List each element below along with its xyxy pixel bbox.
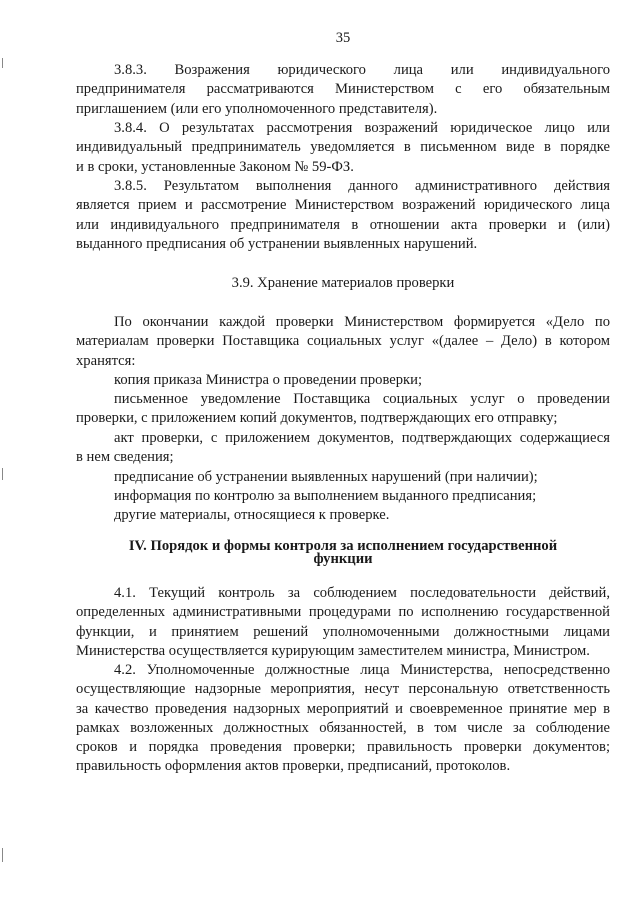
scan-edge-mark-bottom (2, 848, 3, 862)
paragraph-line: проверки, с приложением копий документов, подтверждающих его отправку; (76, 410, 558, 427)
paragraph-line: правильность оформления актов проверки, предписаний, протоколов. (76, 758, 511, 775)
paragraph-4-1 (76, 584, 610, 661)
paragraph-line: осуществляющие надзорные мероприятия, несут персональную ответственность (76, 681, 610, 698)
paragraph-line: 3.8.3. Возражения юридического лица или индивидуального (114, 62, 610, 78)
paragraph-line: и в сроки, установленные Законом № 59-ФЗ. (76, 158, 354, 175)
list-item (76, 390, 610, 429)
paragraph-line: 4.1. Текущий контроль за соблюдением последовательности действий, (114, 585, 610, 601)
list-item: информация по контролю за выполнением выданного предписания; (114, 488, 537, 504)
paragraph-3-8-5 (76, 177, 610, 254)
paragraph-line: сроков и порядка проведения проверки; правильность проверки документов; (76, 739, 610, 756)
paragraph-line: материалам проверки Поставщика социальных услуг «(далее – Дело) в котором (76, 333, 610, 350)
paragraph-line: индивидуальный предприниматель уведомляется в письменном виде в порядке (76, 139, 610, 156)
paragraph-3-9-intro (76, 313, 610, 371)
paragraph-line: 3.8.4. О результатах рассмотрения возражений юридическое лицо или (114, 120, 610, 136)
scan-edge-mark-top (2, 58, 3, 68)
paragraph-line: 4.2. Уполномоченные должностные лица Министерства, непосредственно (114, 662, 610, 678)
paragraph-line: приглашением (или его уполномоченного представителя). (76, 100, 438, 117)
paragraph-line: функции, и принятием решений уполномоченными должностными лицами (76, 623, 610, 640)
paragraph-line: предпринимателя рассматриваются Министерством с его обязательным (76, 81, 610, 98)
paragraph-line: за качество проведения надзорных мероприятий и своевременное принятие мер в (76, 700, 610, 717)
section-iv-heading-line-1: IV. Порядок и формы контроля за исполнением государственной (128, 538, 558, 554)
list-item (76, 429, 610, 468)
page-number: 35 (335, 30, 351, 46)
scan-edge-mark-middle (2, 468, 3, 480)
paragraph-line: По окончании каждой проверки Министерством формируется «Дело по (114, 314, 610, 330)
list-item: предписание об устранении выявленных нарушений (при наличии); (114, 469, 538, 485)
paragraph-line: или индивидуального предпринимателя в отношении акта проверки и (или) (76, 216, 610, 233)
paragraph-line: выданного предписания об устранении выявленных нарушений. (76, 235, 478, 252)
paragraph-line: определенных административными процедурами по исполнению государственной (76, 604, 610, 621)
list-item: другие материалы, относящиеся к проверке. (114, 507, 390, 523)
paragraph-line: в нем сведения; (76, 449, 174, 466)
list-item: копия приказа Министра о проведении проверки; (114, 372, 423, 388)
paragraph-line: хранятся: (76, 352, 136, 369)
paragraph-4-2 (76, 661, 610, 777)
paragraph-line: Министерства осуществляется курирующим заместителем министра, Министром. (76, 642, 590, 659)
paragraph-line: является прием и рассмотрение Министерством возражений юридического лица (76, 197, 610, 214)
paragraph-line: акт проверки, с приложением документов, подтверждающих содержащиеся (114, 430, 610, 446)
paragraph-line: рамках возложенных должностных обязанностей, в том числе за соблюдение (76, 719, 610, 736)
section-3-9-heading: 3.9. Хранение материалов проверки (231, 275, 455, 291)
paragraph-line: 3.8.5. Результатом выполнения данного административного действия (114, 178, 610, 194)
section-iv-heading-line-2: функции (313, 551, 373, 567)
paragraph-line: письменное уведомление Поставщика социальных услуг о проведении (114, 391, 610, 407)
paragraph-3-8-4 (76, 119, 610, 177)
paragraph-3-8-3 (76, 61, 610, 119)
